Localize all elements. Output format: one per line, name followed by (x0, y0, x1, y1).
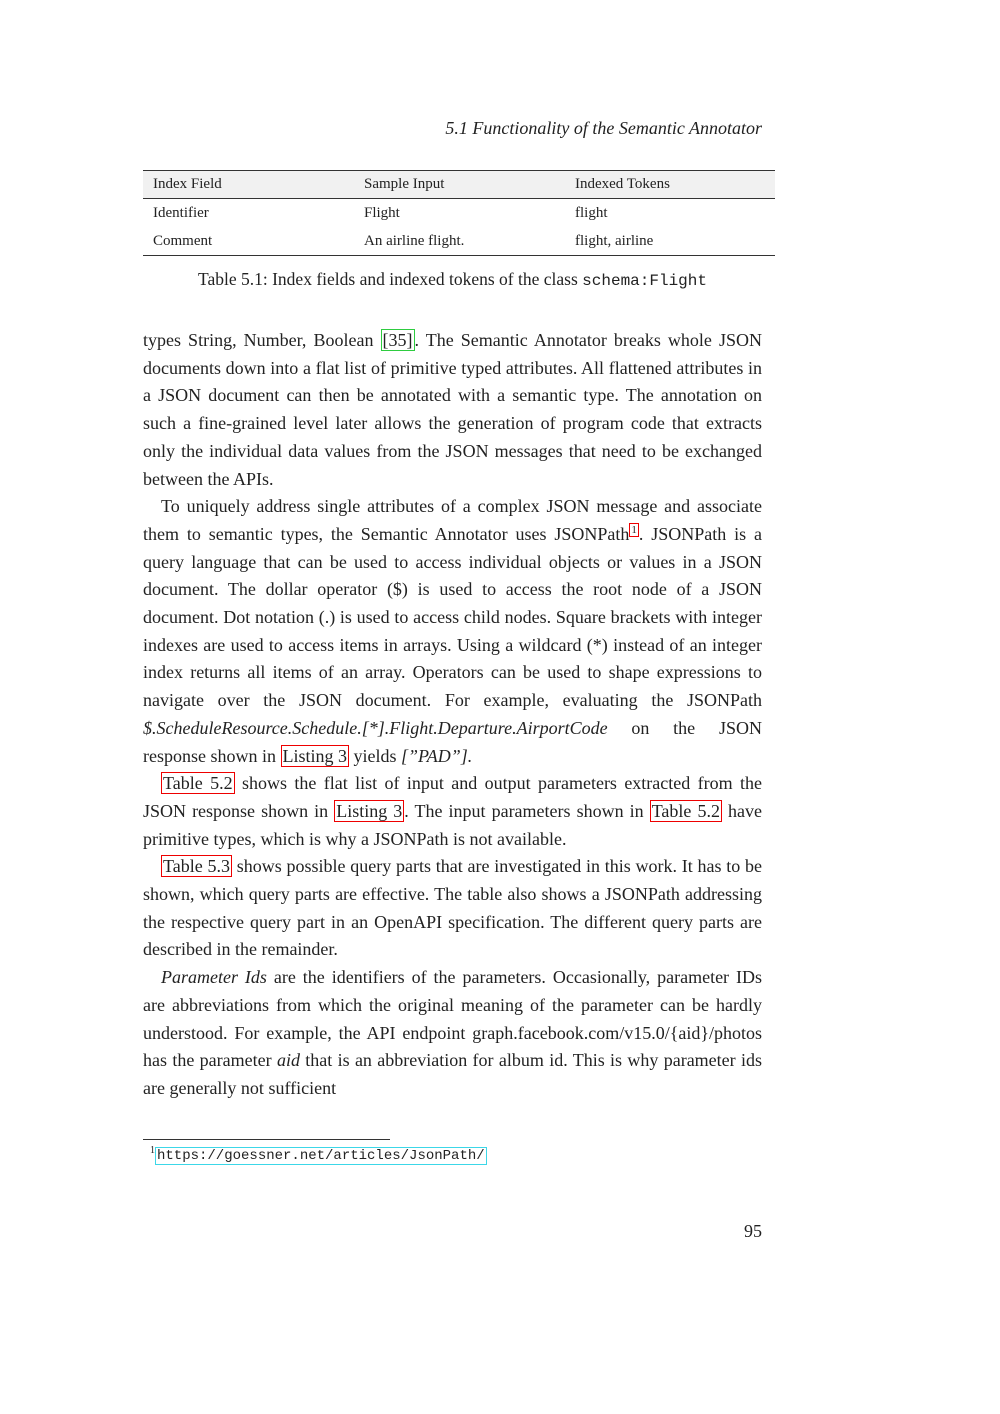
table-cell: Identifier (153, 204, 209, 221)
footnote-link[interactable]: 1 (631, 523, 637, 536)
term-parameter-ids: Parameter Ids (161, 967, 267, 988)
page-number: 95 (744, 1221, 762, 1241)
running-header: 5.1 Functionality of the Semantic Annotator (445, 118, 762, 138)
jsonpath-example: $.ScheduleResource.Schedule.[*].Flight.Departure.AirportCode (143, 717, 608, 738)
caption-code: schema:Flight (582, 272, 707, 290)
table-cell: flight, airline (575, 232, 654, 249)
table-5-3-link[interactable]: Table 5.3 (163, 856, 230, 877)
table-cell: An airline flight. (364, 232, 465, 249)
column-header: Indexed Tokens (575, 176, 670, 192)
param-aid: aid (276, 1050, 300, 1071)
footnote-rule (143, 1139, 390, 1140)
paragraph-4: Table 5.3 shows possible query parts that are investigated in this work. It has to be shown, which query parts are effective. The table also shows a JSONPath addressing the respective query part in an OpenAPI specification. The different query parts are described in the remainder. (143, 856, 763, 960)
table-row (143, 227, 775, 256)
paragraph-5: Parameter Ids are the identifiers of the parameters. Occasionally, parameter IDs are abbreviations from which the original meaning of the parameter can be hardly understood. For example, the API endpoint graph.facebook.com/v15.0/{aid}/photos has the parameter aid that is an abbreviation for album id. This is why parameter ids are generally not sufficient (143, 967, 762, 1098)
paragraph-3: Table 5.2 shows the flat list of input and output parameters extracted from the JSON response shown in Listing 3 . The input parameters shown in Table 5.2 have primitive types, which is why a JSONPath is not available. (143, 773, 763, 849)
column-header: Sample Input (364, 176, 445, 192)
table-cell: flight (575, 204, 608, 221)
column-header: Index Field (153, 176, 222, 192)
footnote-mark: 1 (150, 1145, 155, 1156)
citation-link[interactable]: [35] (382, 330, 413, 350)
table-caption (143, 269, 762, 290)
index-fields-table (143, 170, 775, 256)
table-5-2-link[interactable]: Table 5.2 (651, 800, 720, 821)
table-5-2-link[interactable]: Table 5.2 (163, 773, 233, 794)
footnote-url-link[interactable]: https://goessner.net/articles/JsonPath/ (157, 1147, 485, 1164)
table-header-row (143, 171, 775, 199)
body-text (143, 327, 762, 1103)
footnote (150, 1145, 487, 1164)
table-cell: Flight (364, 204, 400, 221)
paragraph-2: To uniquely address single attributes of a complex JSON message and associate them to semantic types, the Semantic Annotator uses JSONPath $^1$ . JSONPath is a query language that can be used to access individual objects or values in a JSON document. The dollar operator ($) is used to access the root node of a JSON document. Dot notation (.) is used to access child nodes. Square brackets with integer indexes are used to access items in arrays. Using a wildcard (*) instead of an integer index returns all items of an array. Operators can be used to shape expressions to navigate over the JSON document. For example, evaluating the JSONPath $.ScheduleResource.Schedule.[*].Flight.Departure.AirportCode on the JSON response shown in Listing 3 yields [”PAD”]. (143, 496, 762, 766)
jsonpath-result: [”PAD”]. (401, 745, 473, 766)
paragraph-1: types String, Number, Boolean [35] . The Semantic Annotator breaks whole JSON documents down into a flat list of primitive typed attributes. All flattened attributes in a JSON document can then be annotated with a semantic type. The annotation on such a fine-grained level later allows the generation of program code that extracts only the individual data values from the JSON messages that need to be exchanged between the APIs. (143, 330, 762, 489)
caption-text: Table 5.1: Index fields and indexed tokens of the class (198, 269, 583, 289)
listing-3-link[interactable]: Listing 3 (336, 800, 403, 821)
table-cell: Comment (153, 232, 213, 249)
table-row (143, 199, 775, 228)
listing-3-link[interactable]: Listing 3 (282, 745, 348, 766)
